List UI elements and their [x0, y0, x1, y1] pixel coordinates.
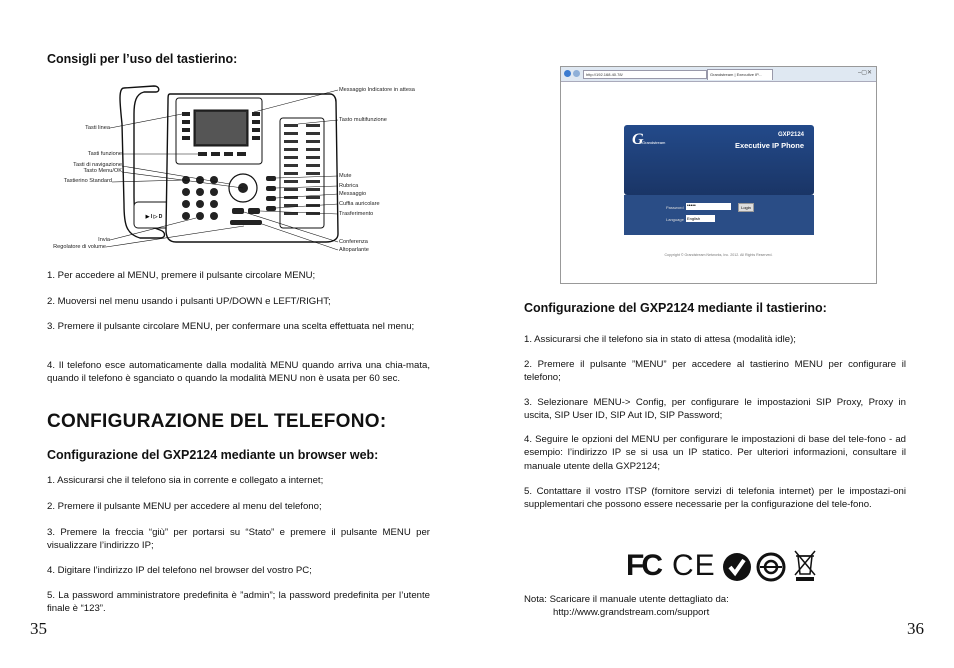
language-label: Language	[666, 217, 684, 222]
label-conferenza: Conferenza	[339, 239, 368, 245]
keypad-step-4: 4. Seguire le opzioni del MENU per configurare le impostazioni di base del tele-fono - ad esempio: l’indirizzo IP se si usa un IP statico. Per ulteriori informazioni, consultare il manuale utente della GXP2124;	[524, 434, 906, 472]
label-tasto-menu-ok: Tasto Menu/OK	[83, 168, 122, 174]
web-step-2: 2. Premere il pulsante MENU per accedere al menu del telefono;	[47, 501, 322, 512]
label-tastierino-standard: Tastierino Standard	[63, 178, 112, 184]
web-step-4: 4. Digitare l’indirizzo IP del telefono nel browser del vostro PC;	[47, 565, 312, 576]
label-rubrica: Rubrica	[339, 183, 359, 189]
keypad-config-title: Configurazione del GXP2124 mediante il tastierino:	[524, 301, 827, 315]
weee-bin-icon	[792, 548, 818, 582]
label-messaggio-indicatore: Messaggio Indicatore in attesa	[339, 87, 415, 93]
forward-icon[interactable]	[573, 70, 580, 77]
rohs-mark-icon	[756, 552, 786, 582]
page-number-left: 35	[30, 619, 47, 638]
web-step-3: 3. Premere la freccia “giù” per portarsi su “Stato” e premere il pulsante MENU per visualizzare l’indirizzo IP;	[47, 527, 430, 552]
svg-text:▶ I ▷ D: ▶ I ▷ D	[145, 214, 163, 220]
label-invia: Invia	[98, 237, 110, 243]
label-tasto-multifunzione: Tasto multifunzione	[339, 117, 387, 123]
gxp-login-banner	[624, 125, 814, 195]
window-controls-icon[interactable]: –▢✕	[857, 70, 872, 76]
tip-1: 1. Per accedere al MENU, premere il pulsante circolare MENU;	[47, 270, 316, 281]
login-button[interactable]: Login	[738, 203, 754, 212]
tip-4: 4. Il telefono esce automaticamente dalla modalità MENU quando arriva una chia-mata, quando il telefono è sganciato o quando la modalità MENU non è usata per 60 sec.	[47, 360, 430, 385]
back-icon[interactable]	[564, 70, 571, 77]
web-config-title: Configurazione del GXP2124 mediante un browser web:	[47, 448, 379, 462]
browser-screenshot	[560, 66, 877, 284]
label-mute: Mute	[339, 173, 352, 179]
password-label: Password	[666, 205, 684, 210]
copyright-text: Copyright © Grandstream Networks, Inc. 2012. All Rights Reserved.	[664, 253, 773, 257]
label-tasti-funzione: Tasti funzione	[87, 151, 122, 157]
keypad-step-3: 3. Selezionare MENU-> Config, per configurare le impostazioni SIP Proxy, Proxy in uscita, SIP User ID, SIP Aut ID, SIP Password;	[524, 397, 906, 422]
label-tasti-linea: Tasti linea	[85, 125, 110, 131]
product-label: Executive IP Phone	[734, 141, 804, 150]
certification-marks	[626, 548, 822, 584]
tip-3: 3. Premere il pulsante circolare MENU, per confermare una scelta effettuata nel menu;	[47, 321, 415, 332]
ce-mark: CE	[672, 549, 716, 582]
note-line-1: Nota: Scaricare il manuale utente dettagliato da:	[524, 594, 729, 605]
label-tasti-navigazione: Tasti di navigazione	[73, 162, 122, 168]
browser-tab[interactable]: Grandstream | Executive IP...	[707, 69, 773, 80]
keypad-step-5: 5. Contattare il vostro ITSP (fornitore servizi di telefonia internet) per le impostazi-oni supplementari che possono essere necessarie per la configurazione del tele-fono.	[524, 486, 906, 511]
section-heading-configurazione: CONFIGURAZIONE DEL TELEFONO:	[47, 411, 387, 432]
login-form	[624, 195, 814, 235]
label-cuffia: Cuffia auricolare	[339, 201, 380, 207]
support-link[interactable]: http://www.grandstream.com/support	[553, 607, 710, 618]
label-regolatore-volume: Regolatore di volume	[53, 244, 106, 250]
ctick-mark-icon	[722, 552, 752, 582]
model-label: GXP2124	[777, 132, 804, 138]
keypad-step-1: 1. Assicurarsi che il telefono sia in stato di attesa (modalità idle);	[524, 334, 796, 345]
page-number-right: 36	[907, 619, 924, 638]
grandstream-logo-text: Grandstream	[642, 140, 666, 145]
keypad-step-2: 2. Premere il pulsante ”MENU” per accedere al tastierino MENU per configurare il telefono;	[524, 359, 906, 384]
browser-toolbar	[561, 67, 876, 82]
keypad-tips-title: Consigli per l’uso del tastierino:	[47, 52, 238, 66]
tip-2: 2. Muoversi nel menu usando i pulsanti UP/DOWN e LEFT/RIGHT;	[47, 296, 331, 307]
language-select[interactable]: English	[686, 215, 715, 222]
phone-diagram	[48, 84, 415, 256]
password-input[interactable]: •••••	[686, 203, 731, 210]
label-messaggio: Messaggio	[339, 191, 367, 197]
fcc-mark: FC	[626, 549, 660, 582]
label-trasferimento: Trasferimento	[339, 211, 374, 217]
web-step-5: 5. La password amministratore predefinita è ”admin”; la password predefinita per l’utente finale è “123”.	[47, 590, 430, 615]
label-altoparlante: Altoparlante	[339, 247, 369, 253]
address-bar[interactable]: http://192.168.40.78/	[583, 70, 707, 79]
web-step-1: 1. Assicurarsi che il telefono sia in corrente e collegato a internet;	[47, 475, 324, 486]
grandstream-logo: G	[632, 131, 644, 148]
